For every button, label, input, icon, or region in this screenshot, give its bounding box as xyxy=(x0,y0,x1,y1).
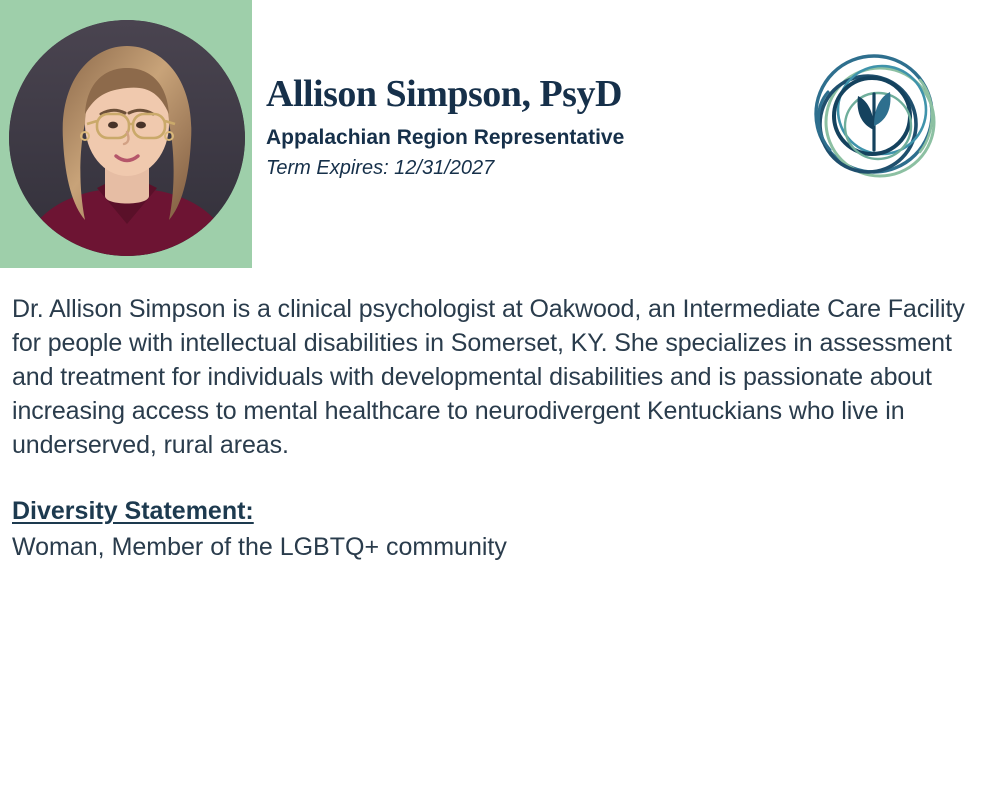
person-name: Allison Simpson, PsyD xyxy=(266,73,622,115)
diversity-statement-value: Woman, Member of the LGBTQ+ community xyxy=(12,533,507,561)
title-block xyxy=(266,72,786,182)
portrait-photo xyxy=(9,20,245,256)
photo-panel xyxy=(0,0,252,268)
bio-paragraph: Dr. Allison Simpson is a clinical psychologist at Oakwood, an Intermediate Care Facility for people with intellectual disabilities in Somerset, KY. She specializes in assessment and treatment for individuals with developmental disabilities and is passionate about increasing access to mental healthcare to neurodivergent Kentuckians who live in underserved, rural areas. xyxy=(12,295,965,459)
avatar xyxy=(9,20,245,256)
profile-body xyxy=(12,292,988,564)
kpa-leaf-circles-logo-icon xyxy=(794,38,954,198)
profile-header xyxy=(0,0,1000,268)
diversity-statement-heading: Diversity Statement: xyxy=(12,497,254,525)
diversity-statement-block xyxy=(12,494,988,564)
person-role: Appalachian Region Representative xyxy=(266,126,625,149)
person-term: Term Expires: 12/31/2027 xyxy=(266,157,495,179)
